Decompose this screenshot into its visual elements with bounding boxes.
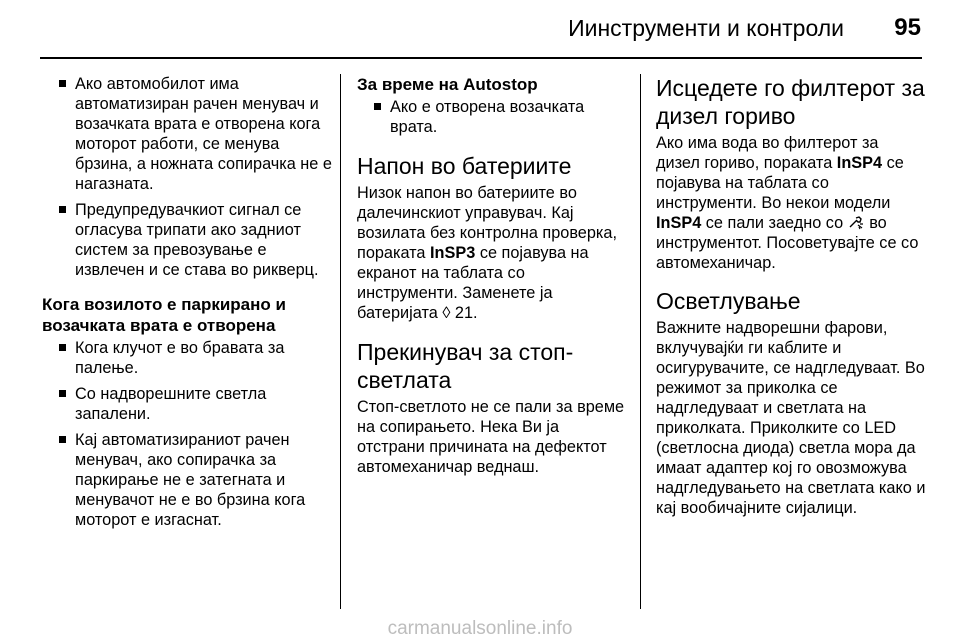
list-item — [42, 430, 337, 530]
brake-light-switch-heading: Прекинувач за стоп-светлата — [357, 339, 574, 393]
battery-voltage-heading: Напон во батериите — [357, 153, 572, 179]
brake-light-switch-text: Стоп-светлото не се пали за време на сопирањето. Нека Ви ја отстрани причината на дефектот автомеханичар веднаш. — [357, 398, 625, 476]
parked-door-open-heading: Кога возилото е паркирано и возачката врата е отворена — [42, 295, 286, 335]
list-item-text: Со надворешните светла запалени. — [75, 385, 267, 423]
page-reference[interactable]: 21. — [454, 304, 478, 322]
bullet-square-icon — [59, 206, 66, 213]
column-divider-2 — [640, 74, 641, 609]
list-item-text: Предупредувачкиот сигнал се огласува трипати ако задниот систем за превозување е извлечен и се става во рикверц. — [75, 201, 319, 279]
page-header — [0, 0, 960, 58]
message-code: InSP3 — [430, 244, 476, 262]
list-item — [357, 97, 625, 137]
column-divider-1 — [340, 74, 341, 609]
list-item-text: Ако е отворена возачката врата. — [390, 98, 585, 136]
watermark-logo: carmanualsonline.info — [387, 618, 573, 639]
list-item — [42, 338, 337, 378]
bullet-square-icon — [59, 344, 66, 351]
list-item — [42, 74, 337, 194]
message-code: InSP4 — [836, 154, 883, 172]
column-1 — [42, 74, 337, 530]
list-item — [42, 200, 337, 280]
bullet-square-icon — [59, 436, 66, 443]
autostop-heading: За време на Autostop — [357, 75, 538, 94]
list-item — [42, 384, 337, 424]
column-2 — [357, 74, 625, 477]
page-number: 95 — [894, 14, 921, 41]
diesel-filter-heading: Исцедете го филтерот за дизел гориво — [656, 75, 925, 129]
list-item-text: Кога клучот е во бравата за палење. — [75, 339, 285, 377]
list-item-text: Кај автоматизираниот рачен менувач, ако сопирачка за паркирање не е затегната и менувачот не е во брзина кога моторот е изгаснат. — [75, 431, 306, 529]
list-item-text: Ако автомобилот има автоматизиран рачен менувач и возачката врата е отворена кога моторот работи, се менува брзина, а ножната сопирачка не е нагазната. — [75, 75, 332, 193]
header-rule — [40, 57, 922, 59]
bullet-square-icon — [59, 80, 66, 87]
bullet-square-icon — [374, 103, 381, 110]
message-code: InSP4 — [656, 214, 702, 232]
section-title: Иинструменти и контроли — [568, 15, 844, 41]
diesel-filter-text: Ако има вода во филтерот за дизел гориво, пораката InSP4 се појавува на таблата со инструменти. Во некои модели InSP4 се пали заедно со во инструментот. Посоветувајте се со автомеханичар. — [656, 134, 919, 272]
page-reference-icon: ◊ — [442, 304, 451, 322]
column-3 — [656, 74, 926, 518]
lighting-text: Важните надворешни фарови, вклучувајќи ги каблите и осигурувачите, се надгледуваат. Во режимот за приколка се надгледуваат и светлата на приколката. Приколките со LED (светлосна диода) светла мора да имаат адаптер кој го овозможува надгледувањето на светлата како и кај вообичајните сијалици. — [656, 319, 926, 517]
service-wrench-icon — [848, 216, 865, 230]
battery-voltage-text: Низок напон во батериите во далечинскиот управувач. Кај возилата без контролна проверка, пораката InSP3 се појавува на екранот на таблата со инструменти. Заменете ја батеријата ◊ 21. — [357, 184, 617, 322]
bullet-square-icon — [59, 390, 66, 397]
lighting-heading: Осветлување — [656, 288, 801, 314]
